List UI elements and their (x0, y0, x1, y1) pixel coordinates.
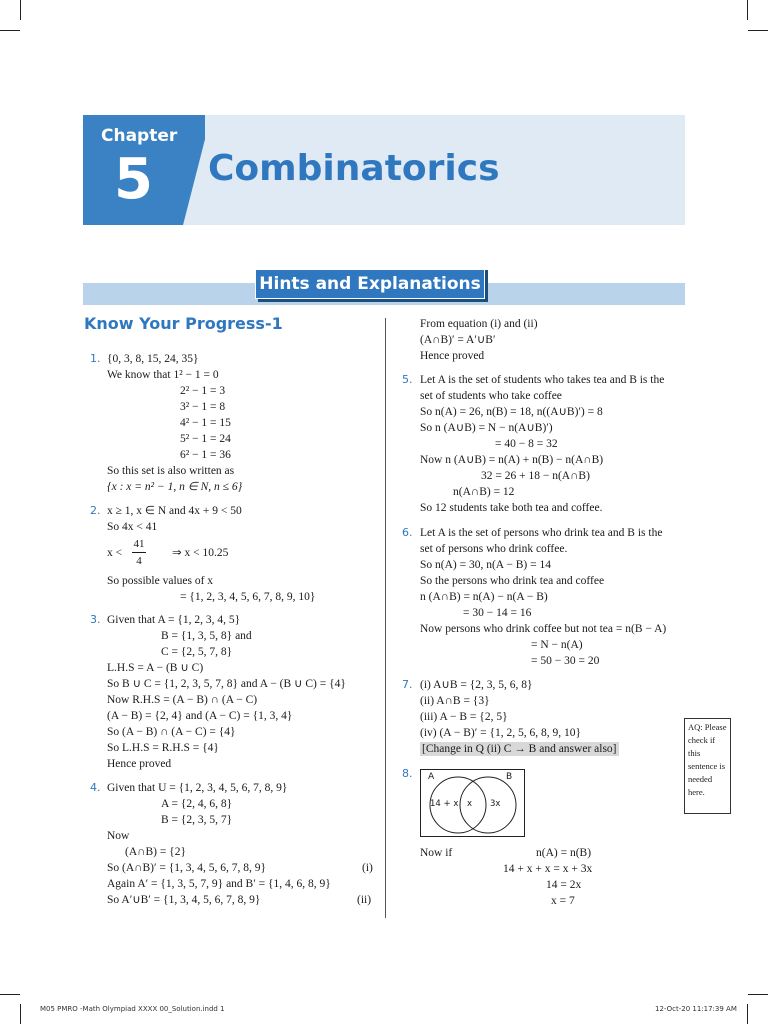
equation-tag: (i) (362, 862, 373, 874)
venn-region-intersection: x (467, 799, 473, 809)
answer-line: Given that A = {1, 2, 3, 4, 5} (107, 614, 241, 626)
answer-line: x ≥ 1, x ∈ N and 4x + 9 < 50 (107, 505, 242, 517)
answer-line: So this set is also written as (107, 465, 235, 477)
question-number: 7. (402, 678, 413, 691)
banner-marker (485, 270, 488, 280)
answer-line: x < (107, 547, 123, 559)
equation-tag: (ii) (357, 894, 372, 906)
question-number: 5. (402, 373, 413, 386)
column-divider (385, 318, 386, 918)
answer-line: Hence proved (420, 350, 485, 362)
answer-line: (A∩B)′ = A′∪B′ (420, 334, 496, 346)
answer-line: So the persons who drink tea and coffee (420, 575, 605, 587)
answer-line: (A − B) = {2, 4} and (A − C) = {1, 3, 4} (107, 710, 293, 722)
footer-filename: M05 PMRO -Math Olympiad XXXX 00_Solution.indd 1 (40, 1005, 225, 1013)
answer-line: So n (A∪B) = N − n(A∪B)′) (420, 422, 553, 434)
answer-line: ⇒ x < 10.25 (172, 547, 229, 559)
banner-title: Hints and Explanations (255, 269, 485, 299)
venn-region-b-only: 3x (490, 799, 501, 809)
answer-line: set of students who take coffee (420, 390, 562, 402)
answer-line: = N − n(A) (531, 639, 583, 651)
question-number: 6. (402, 526, 413, 539)
answer-line: B = {1, 3, 5, 8} and (161, 630, 252, 642)
answer-line: 3² − 1 = 8 (180, 401, 226, 413)
venn-label-a: A (428, 772, 435, 782)
fraction-bar (132, 552, 146, 553)
answer-line: We know that 1² − 1 = 0 (107, 369, 219, 381)
answer-line: So A′∪B′ = {1, 3, 4, 5, 6, 7, 8, 9} (107, 894, 261, 906)
venn-label-b: B (506, 772, 513, 782)
answer-line: Given that U = {1, 2, 3, 4, 5, 6, 7, 8, 9} (107, 782, 288, 794)
crop-mark (748, 994, 768, 995)
answer-line: n (A∩B) = n(A) − n(A − B) (420, 591, 548, 603)
answer-line: Again A′ = {1, 3, 5, 7, 9} and B′ = {1, 4, 6, 8, 9} (107, 878, 331, 890)
crop-mark (747, 0, 748, 20)
author-query-box: AQ: Please check if this sentence is needed here. (684, 718, 731, 814)
section-title: Know Your Progress-1 (84, 314, 283, 333)
answer-line: So B ∪ C = {1, 2, 3, 5, 7, 8} and A − (B ∪ C) = {4} (107, 678, 346, 690)
answer-line: So (A∩B)′ = {1, 3, 4, 5, 6, 7, 8, 9} (107, 862, 267, 874)
answer-line: Let A is the set of persons who drink tea and B is the (420, 527, 663, 539)
question-number: 3. (90, 613, 101, 626)
editor-note-highlight: [Change in Q (ii) C → B and answer also] (422, 743, 617, 755)
answer-line: Now R.H.S = (A − B) ∩ (A − C) (107, 694, 258, 706)
answer-line: 14 + x + x = x + 3x (503, 863, 593, 875)
answer-line: = {1, 2, 3, 4, 5, 6, 7, 8, 9, 10} (180, 591, 316, 603)
answer-line: Let A is the set of students who takes tea and B is the (420, 374, 665, 386)
answer-line: Now persons who drink coffee but not tea = n(B − A) (420, 623, 667, 635)
answer-line: set of persons who drink coffee. (420, 543, 568, 555)
answer-line: So n(A) = 30, n(A − B) = 14 (420, 559, 551, 571)
answer-line: So 12 students take both tea and coffee. (420, 502, 603, 514)
answer-line: n(A∩B) = 12 (453, 486, 515, 498)
venn-region-a-only: 14 + x (430, 799, 459, 809)
answer-line: So (A − B) ∩ (A − C) = {4} (107, 726, 236, 738)
crop-mark (747, 1004, 748, 1024)
answer-line: = 30 − 14 = 16 (463, 607, 532, 619)
question-number: 4. (90, 781, 101, 794)
answer-line: = 50 − 30 = 20 (531, 655, 600, 667)
crop-mark (0, 994, 20, 995)
answer-line: Now n (A∪B) = n(A) + n(B) − n(A∩B) (420, 454, 604, 466)
chapter-title: Combinatorics (208, 148, 500, 189)
answer-line: x = 7 (551, 895, 575, 907)
answer-line: 32 = 26 + 18 − n(A∩B) (481, 470, 590, 482)
answer-line: (A∩B) = {2} (125, 846, 186, 858)
answer-line: (iii) A − B = {2, 5} (420, 711, 508, 723)
answer-line: So possible values of x (107, 575, 214, 587)
answer-line: {0, 3, 8, 15, 24, 35} (107, 353, 199, 365)
answer-line: C = {2, 5, 7, 8} (161, 646, 233, 658)
answer-line: So n(A) = 26, n(B) = 18, n((A∪B)′) = 8 (420, 406, 603, 418)
question-number: 2. (90, 504, 101, 517)
answer-line: 14 = 2x (546, 879, 582, 891)
answer-line: 2² − 1 = 3 (180, 385, 226, 397)
question-number: 8. (402, 767, 413, 780)
answer-line: n(A) = n(B) (536, 847, 592, 859)
answer-line: {x : x = n² − 1, n ∈ N, n ≤ 6} (107, 481, 243, 493)
crop-mark (748, 30, 768, 31)
answer-line: = 40 − 8 = 32 (495, 438, 558, 450)
answer-line: So L.H.S = R.H.S = {4} (107, 742, 219, 754)
question-number: 1. (90, 352, 101, 365)
answer-line: (iv) (A − B)′ = {1, 2, 5, 6, 8, 9, 10} (420, 727, 582, 739)
answer-line: 4² − 1 = 15 (180, 417, 231, 429)
answer-line: L.H.S = A − (B ∪ C) (107, 662, 204, 674)
answer-line: Now (107, 830, 130, 842)
crop-mark (20, 0, 21, 20)
answer-line: (ii) A∩B = {3} (420, 695, 490, 707)
crop-mark (0, 30, 20, 31)
fraction-numerator: 41 (133, 538, 145, 550)
chapter-number: 5 (114, 147, 153, 212)
answer-line: A = {2, 4, 6, 8} (161, 798, 233, 810)
answer-line: Now if (420, 847, 453, 859)
answer-line: Hence proved (107, 758, 172, 770)
fraction-denominator: 4 (136, 555, 142, 567)
answer-line: So 4x < 41 (107, 521, 158, 533)
answer-line: 6² − 1 = 36 (180, 449, 231, 461)
answer-line: (i) A∪B = {2, 3, 5, 6, 8} (420, 679, 533, 691)
answer-line: From equation (i) and (ii) (420, 318, 538, 330)
crop-mark (20, 1004, 21, 1024)
chapter-label: Chapter (101, 126, 178, 146)
footer-timestamp: 12-Oct-20 11:17:39 AM (655, 1005, 737, 1013)
answer-line: 5² − 1 = 24 (180, 433, 231, 445)
answer-line: B = {2, 3, 5, 7} (161, 814, 233, 826)
